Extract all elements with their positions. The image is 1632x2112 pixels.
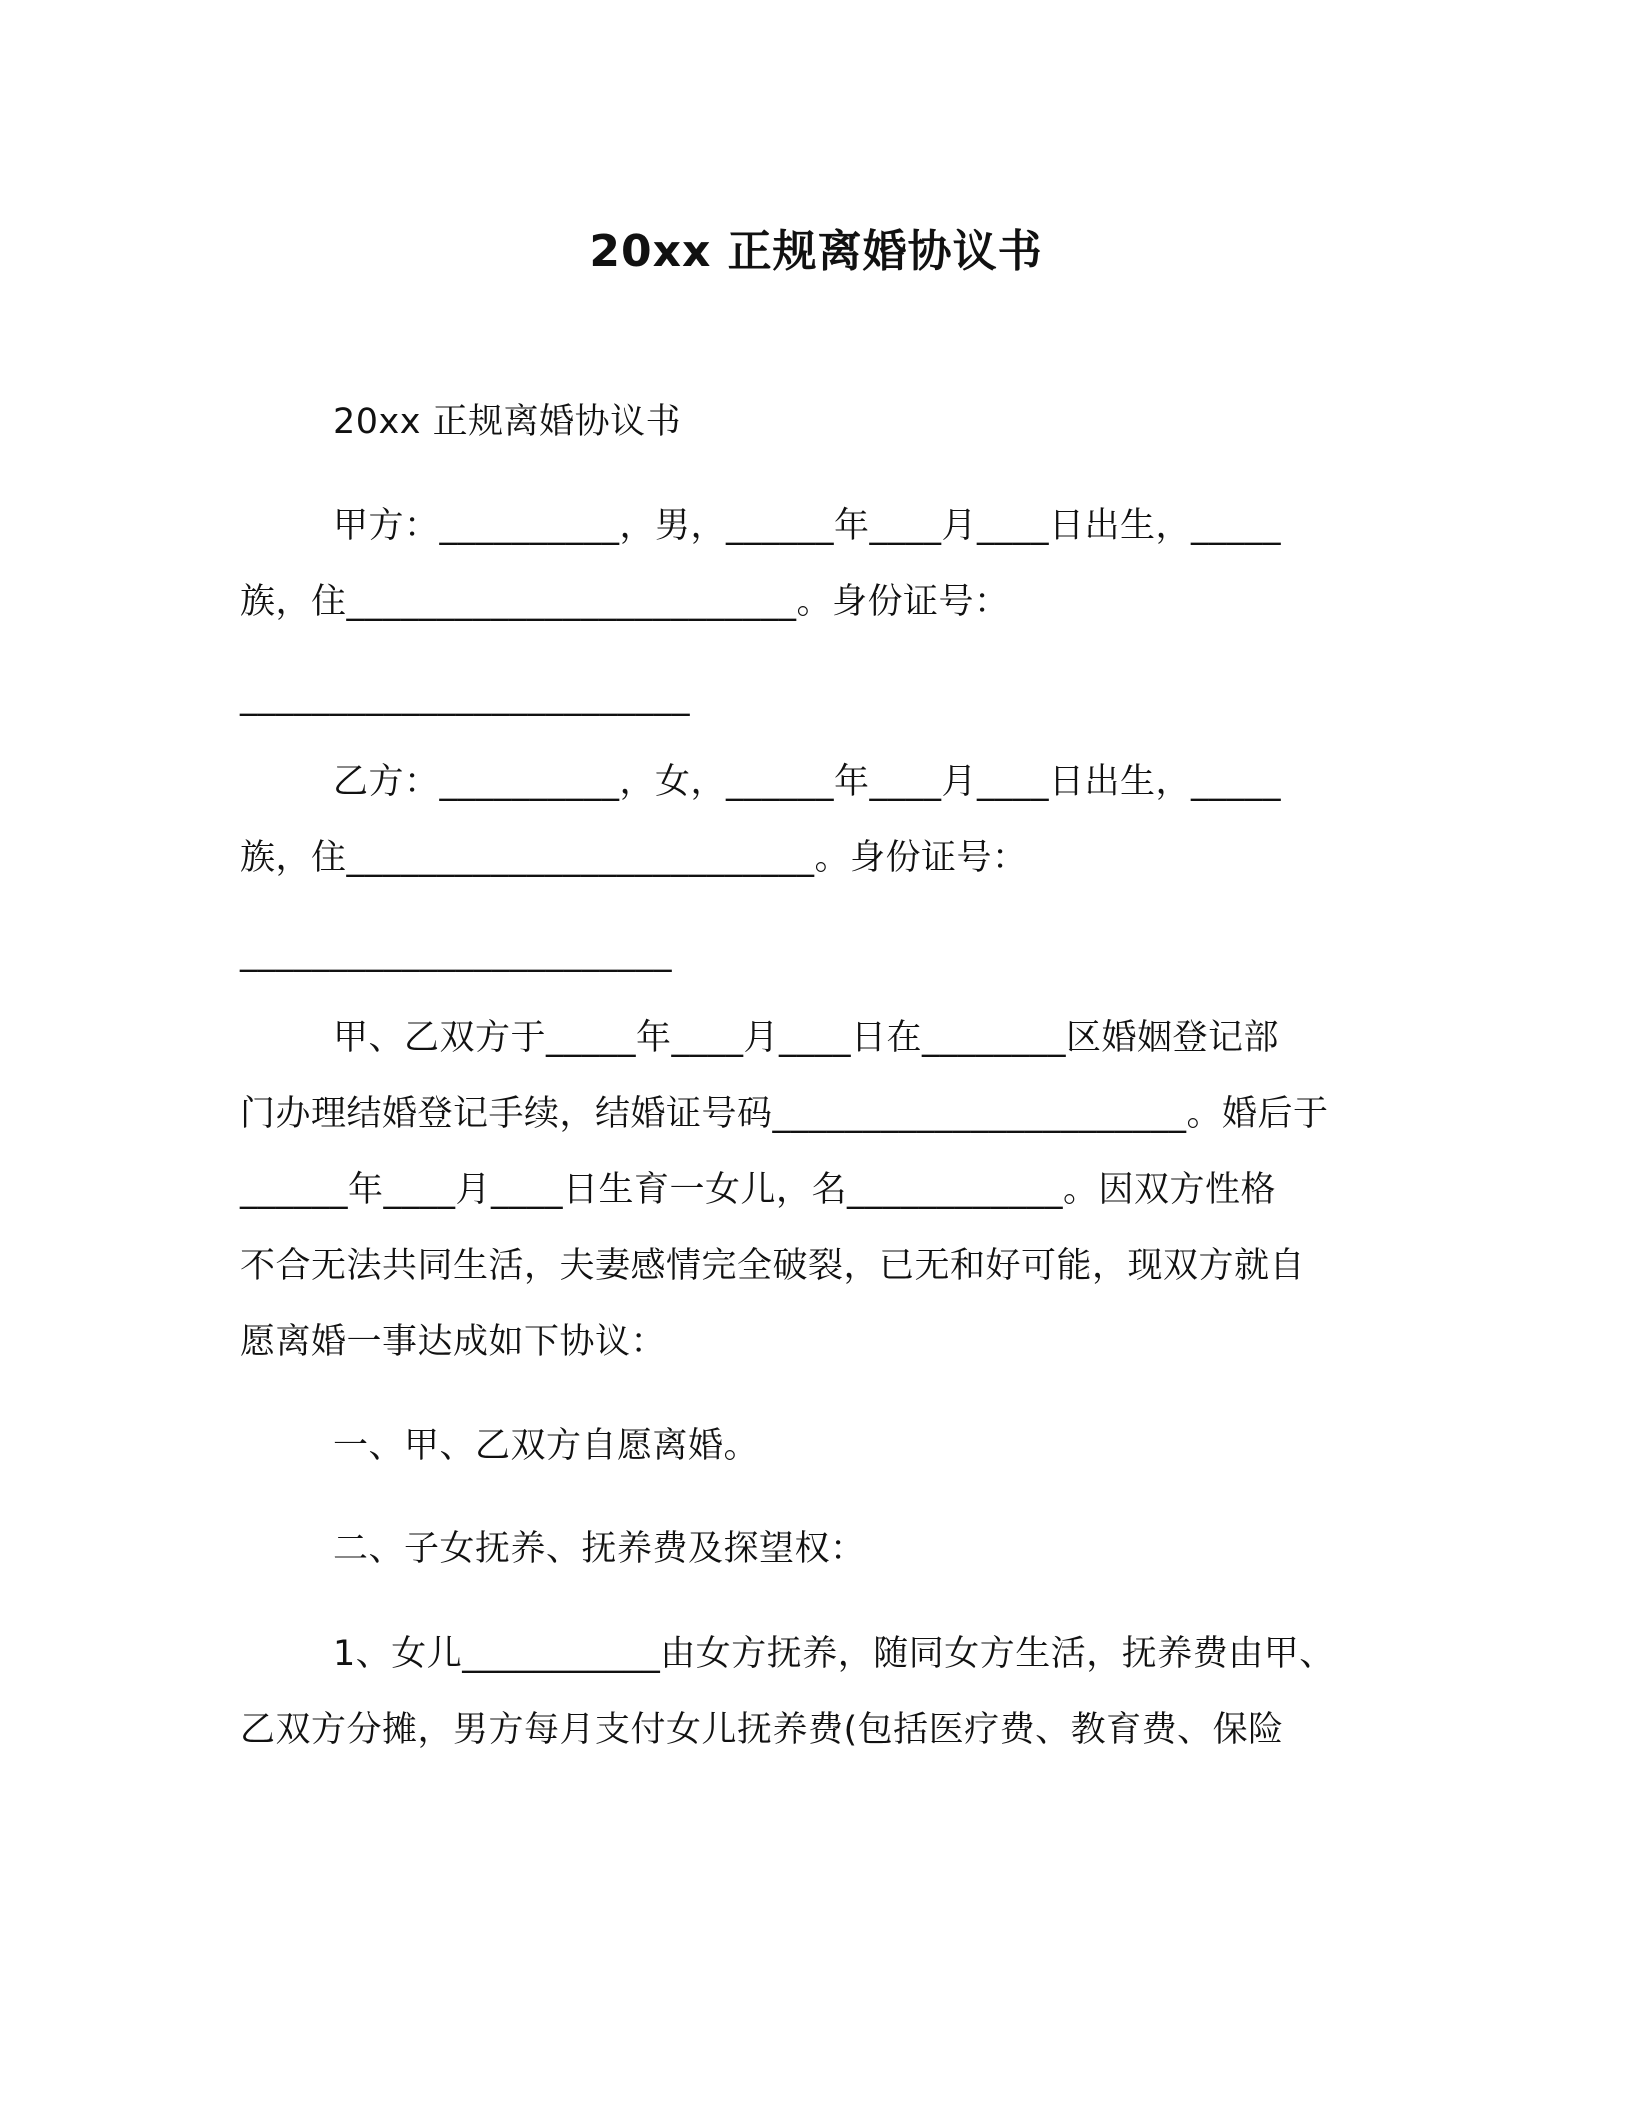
marriage-paragraph-line-3: ______年____月____日生育一女儿，名____________。因双方性格 [240,1170,1277,1210]
party-b-id-blank: ________________________ [240,933,672,973]
intro-heading: 20xx 正规离婚协议书 [333,402,682,442]
marriage-paragraph-line-1: 甲、乙双方于_____年____月____日在________区婚姻登记部 [333,1018,1280,1058]
clause-two-heading: 二、子女抚养、抚养费及探望权： [333,1529,866,1569]
clause-two-item-1-line-1: 1、女儿___________由女方抚养，随同女方生活，抚养费由甲、 [333,1634,1335,1674]
clause-two-item-1-line-2: 乙双方分摊，男方每月支付女儿抚养费(包括医疗费、教育费、保险 [240,1710,1284,1750]
party-b-line-1: 乙方：__________，女，______年____月____日出生，_____ [333,762,1282,802]
marriage-paragraph-line-4: 不合无法共同生活，夫妻感情完全破裂，已无和好可能，现双方就自 [240,1246,1306,1286]
clause-one: 一、甲、乙双方自愿离婚。 [333,1426,760,1466]
marriage-paragraph-line-2: 门办理结婚登记手续，结婚证号码_______________________。婚后于 [240,1094,1329,1134]
party-a-id-blank: _________________________ [240,677,690,717]
party-a-line-1: 甲方：__________，男，______年____月____日出生，_____ [333,506,1282,546]
party-b-line-2: 族，住__________________________。身份证号： [240,838,1028,878]
marriage-paragraph-line-5: 愿离婚一事达成如下协议： [240,1322,667,1362]
party-a-line-2: 族，住_________________________。身份证号： [240,582,1010,622]
document-title: 20xx 正规离婚协议书 [589,226,1043,277]
